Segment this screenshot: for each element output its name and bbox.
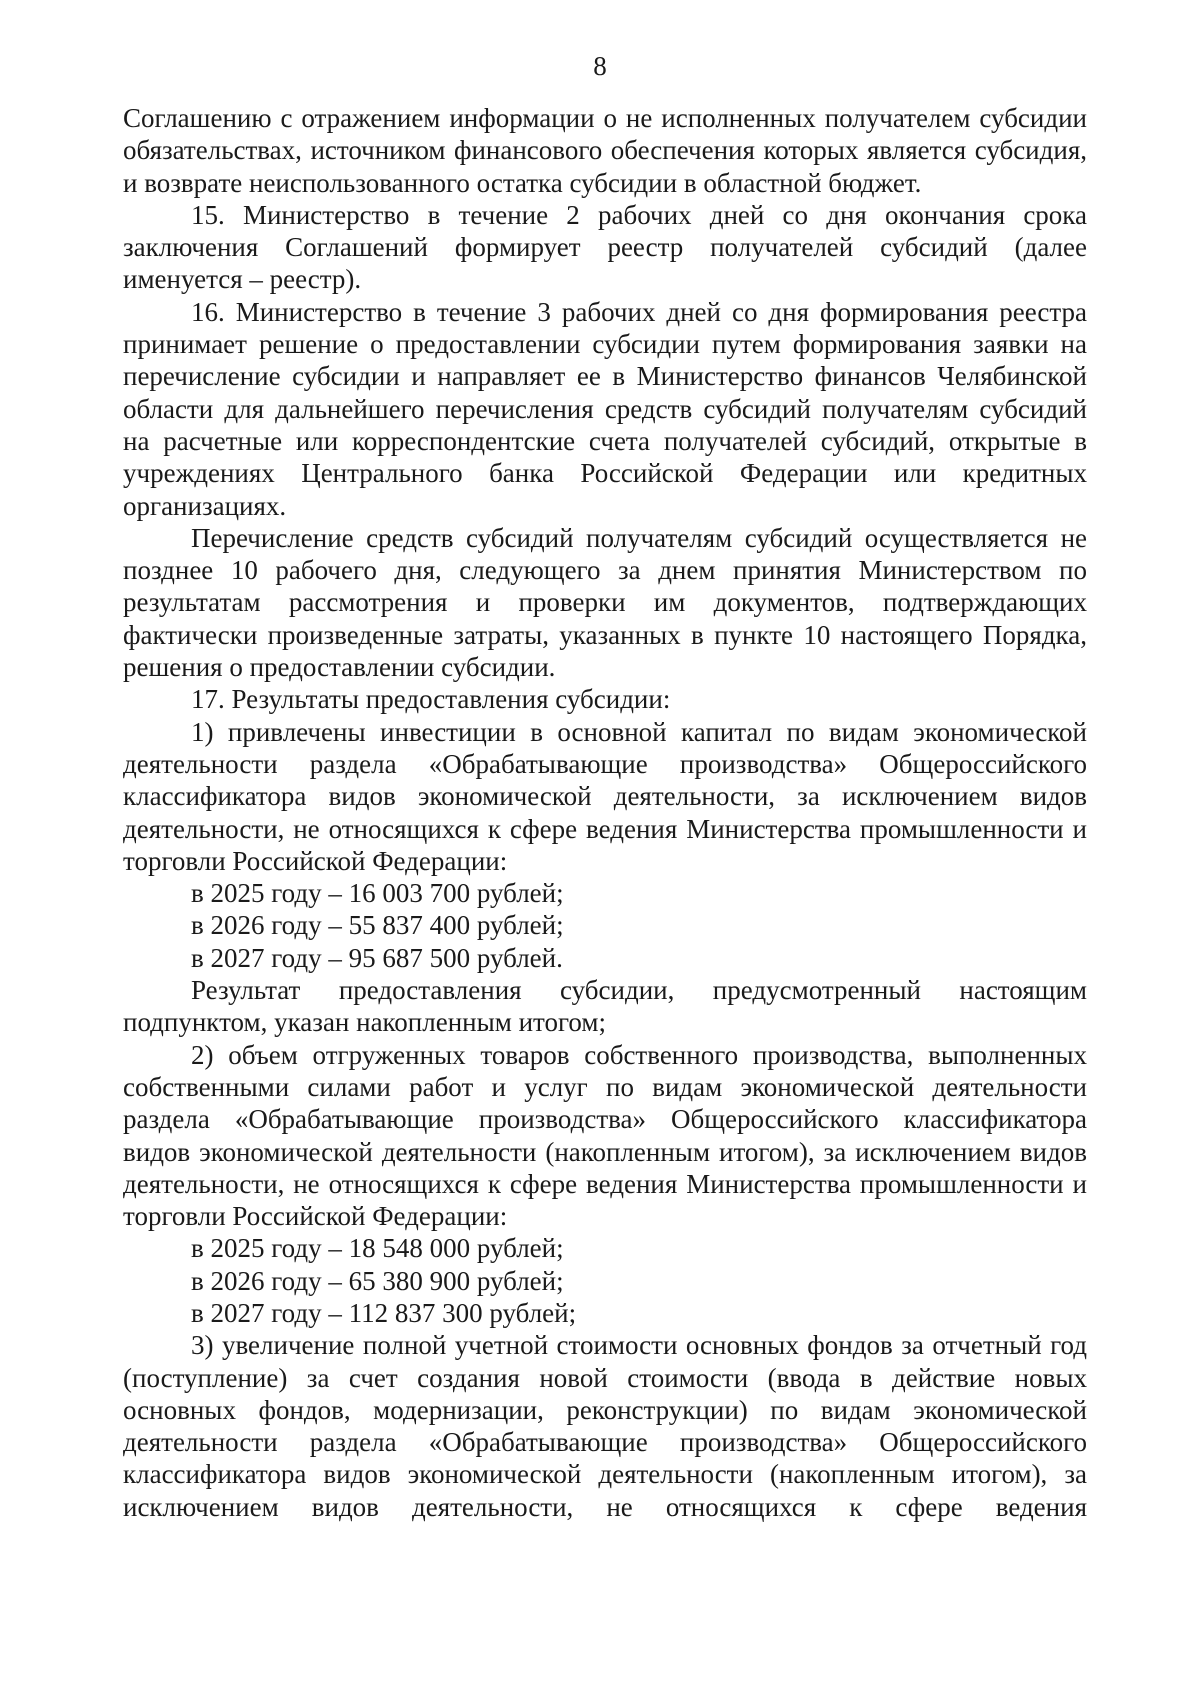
shipment-year-2026: в 2026 году – 65 380 900 рублей;	[191, 1265, 564, 1296]
paragraph-continuation: Соглашению с отражением информации о не исполненных получателем субсидии обязательствах, источником финансового обеспечения которых является субсидия, и возврате неиспользованного остатка субсидии в областной бюджет.	[123, 103, 1087, 198]
document-body	[123, 102, 1087, 1523]
result-note: Результат предоставления субсидии, предусмотренный настоящим подпунктом, указан накопленным итогом;	[123, 975, 1087, 1038]
investment-year-2027: в 2027 году – 95 687 500 рублей.	[191, 942, 563, 973]
paragraph-transfer: Перечисление средств субсидий получателям субсидий осуществляется не позднее 10 рабочего дня, следующего за днем принятия Министерством по результатам рассмотрения и проверки им документов, подтверждающих фактически произведенные затраты, указанных в пункте 10 настоящего Порядка, решения о предоставлении субсидии.	[123, 522, 1087, 683]
investment-year-2025: в 2025 году – 16 003 700 рублей;	[191, 878, 564, 909]
result-item-2: 2) объем отгруженных товаров собственного производства, выполненных собственными силами работ и услуг по видам экономической деятельности раздела «Обрабатывающие производства» Общероссийского классификатора видов экономической деятельности (накопленным итогом), за исключением видов деятельности, не относящихся к сфере ведения Министерства промышленности и торговли Российской Федерации:	[123, 1039, 1087, 1232]
shipment-year-2025: в 2025 году – 18 548 000 рублей;	[191, 1233, 564, 1264]
paragraph-16: 16. Министерство в течение 3 рабочих дней со дня формирования реестра принимает решение о предоставлении субсидии путем формирования заявки на перечисление субсидии и направляет ее в Министерство финансов Челябинской области для дальнейшего перечисления средств субсидий получателям субсидий на расчетные или корреспондентские счета получателей субсидий, открытые в учреждениях Центрального банка Российской Федерации или кредитных организациях.	[123, 296, 1087, 521]
investment-year-2026: в 2026 году – 55 837 400 рублей;	[191, 910, 564, 941]
paragraph-17-heading: 17. Результаты предоставления субсидии:	[191, 684, 671, 715]
shipment-year-2027: в 2027 году – 112 837 300 рублей;	[191, 1297, 577, 1328]
result-item-3: 3) увеличение полной учетной стоимости основных фондов за отчетный год (поступление) за счет создания новой стоимости (ввода в действие новых основных фондов, модернизации, реконструкции) по видам экономической деятельности раздела «Обрабатывающие производства» Общероссийского классификатора видов экономической деятельности (накопленным итогом), за исключением видов деятельности, не относящихся к сфере ведения	[123, 1330, 1087, 1522]
result-item-1: 1) привлечены инвестиции в основной капитал по видам экономической деятельности раздела «Обрабатывающие производства» Общероссийского классификатора видов экономической деятельности, за исключением видов деятельности, не относящихся к сфере ведения Министерства промышленности и торговли Российской Федерации:	[123, 716, 1087, 876]
page-number: 8	[593, 51, 607, 81]
paragraph-15: 15. Министерство в течение 2 рабочих дней со дня окончания срока заключения Соглашений формирует реестр получателей субсидий (далее именуется – реестр).	[123, 199, 1087, 295]
